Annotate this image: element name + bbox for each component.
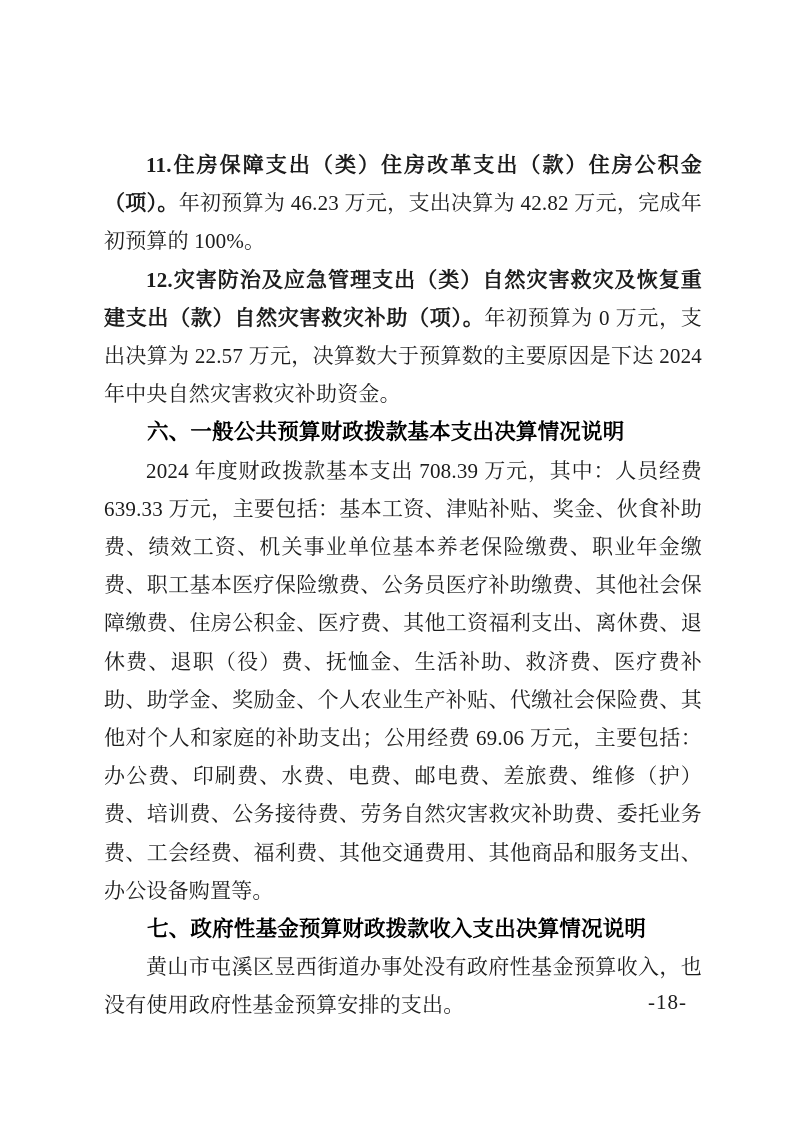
page-number: -18- [648,990,687,1014]
item-11-text: 年初预算为 46.23 万元，支出决算为 42.82 万元，完成年初预算的 100%。 [104,191,702,254]
item-12-title: 12.灾害防治及应急管理支出（类）自然灾害救灾及恢复重建支出（款）自然灾害救灾补助（项）。 [104,267,702,330]
section-7-paragraph: 黄山市屯溪区昱西街道办事处没有政府性基金预算收入，也没有使用政府性基金预算安排的支出。 [104,955,702,1018]
item-12-text: 年初预算为 0 万元，支出决算为 22.57 万元，决算数大于预算数的主要原因是下达 2024 年中央自然灾害救灾补助资金。 [104,305,702,407]
section-6-heading: 六、一般公共预算财政拨款基本支出决算情况说明 [147,420,625,445]
document-body [104,146,702,1025]
paragraph-item-12 [104,261,702,414]
section-6-paragraph: 2024 年度财政拨款基本支出 708.39 万元，其中：人员经费 639.33 万元，主要包括：基本工资、津贴补贴、奖金、伙食补助费、绩效工资、机关事业单位基本养老保险缴费、职业年金缴费、职工基本医疗保险缴费、公务员医疗补助缴费、其他社会保障缴费、住房公积金、医疗费、其他工资福利支出、离休费、退休费、退职（役）费、抚恤金、生活补助、救济费、医疗费补助、助学金、奖励金、个人农业生产补贴、代缴社会保险费、其他对个人和家庭的补助支出；公用经费 69.06 万元，主要包括：办公费、印刷费、水费、电费、邮电费、差旅费、维修（护）费、培训费、公务接待费、劳务自然灾害救灾补助费、委托业务费、工会经费、福利费、其他交通费用、其他商品和服务支出、办公设备购置等。 [104,458,702,903]
section-7-heading: 七、政府性基金预算财政拨款收入支出决算情况说明 [147,917,647,942]
item-11-title: 11.住房保障支出（类）住房改革支出（款）住房公积金（项）。 [104,153,702,216]
paragraph-item-11 [104,146,702,261]
